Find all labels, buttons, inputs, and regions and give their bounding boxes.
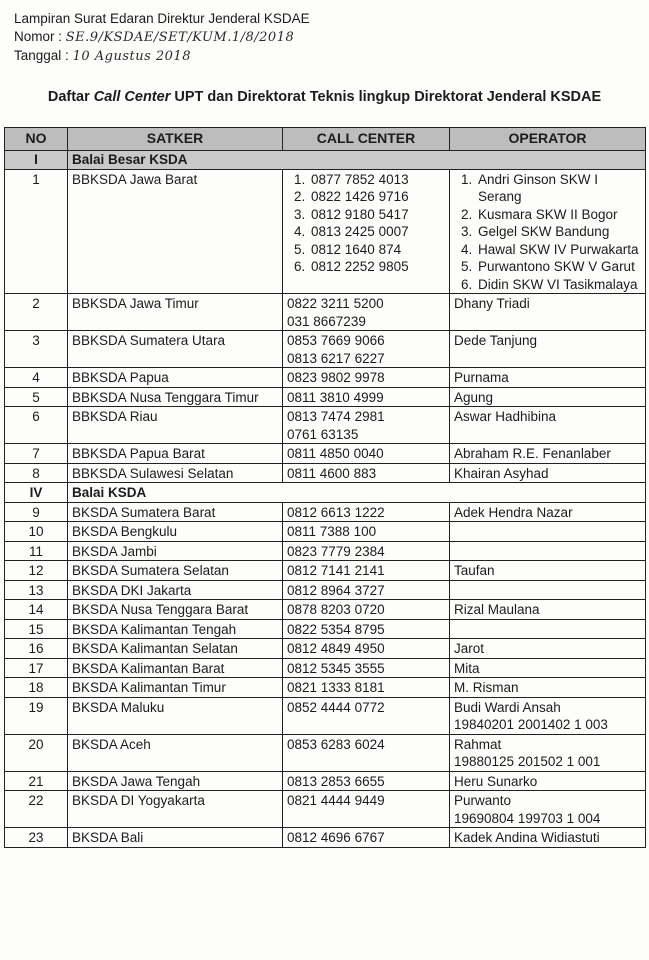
section-name: Balai KSDA bbox=[68, 483, 646, 503]
row-satker: BBKSDA Papua bbox=[68, 368, 283, 388]
row-satker: BKSDA Sumatera Selatan bbox=[68, 561, 283, 581]
row-call-center bbox=[283, 771, 450, 791]
phone-number: 0813 7474 2981 bbox=[287, 409, 385, 424]
operator-name: Rizal Maulana bbox=[454, 602, 540, 617]
row-operator bbox=[450, 169, 646, 294]
section-no: I bbox=[5, 151, 68, 170]
operator-name: Dhany Triadi bbox=[454, 296, 530, 311]
operator-name: Purnama bbox=[454, 370, 509, 385]
row-call-center bbox=[283, 791, 450, 828]
phone-number: 0811 4600 883 bbox=[287, 465, 377, 481]
phone-number: 0811 3810 4999 bbox=[287, 389, 384, 405]
table-row bbox=[5, 658, 646, 678]
operator-name: 3. Gelgel SKW Bandung bbox=[476, 223, 641, 241]
operator-name: 5. Purwantono SKW V Garut bbox=[476, 258, 641, 276]
row-operator bbox=[450, 522, 646, 542]
phone-number: 031 8667239 bbox=[287, 313, 366, 329]
section-row bbox=[5, 151, 646, 170]
nomor-label: Nomor : bbox=[14, 29, 63, 44]
operator-name: Jarot bbox=[454, 641, 485, 656]
table-row bbox=[5, 828, 646, 848]
row-operator bbox=[450, 600, 646, 620]
row-operator bbox=[450, 444, 646, 464]
row-no: 15 bbox=[5, 619, 68, 639]
tanggal-line bbox=[14, 47, 310, 66]
row-satker: BKSDA Nusa Tenggara Barat bbox=[68, 600, 283, 620]
phone-number: 0822 5354 8795 bbox=[287, 621, 385, 637]
row-call-center bbox=[283, 619, 450, 639]
table-row bbox=[5, 331, 646, 368]
phone-number: 0821 4444 9449 bbox=[287, 793, 385, 808]
operator-name: Rahmat bbox=[454, 736, 502, 752]
operator-name: Dede Tanjung bbox=[454, 333, 538, 348]
table-row bbox=[5, 387, 646, 407]
row-operator bbox=[450, 368, 646, 388]
title-post: UPT dan Direktorat Teknis lingkup Direktorat Jenderal KSDAE bbox=[170, 89, 602, 105]
row-operator bbox=[450, 791, 646, 828]
row-satker: BKSDA DKI Jakarta bbox=[68, 580, 283, 600]
operator-name: Agung bbox=[454, 389, 494, 405]
row-no: 21 bbox=[5, 771, 68, 791]
row-no: 11 bbox=[5, 541, 68, 561]
row-satker: BBKSDA Riau bbox=[68, 407, 283, 444]
row-call-center bbox=[283, 407, 450, 444]
phone-number: 6. 0812 2252 9805 bbox=[309, 258, 445, 276]
row-satker: BKSDA Bali bbox=[68, 828, 283, 848]
row-operator bbox=[450, 502, 646, 522]
phone-number: 0813 2853 6655 bbox=[287, 773, 385, 789]
phone-number: 3. 0812 9180 5417 bbox=[309, 206, 445, 224]
table-row bbox=[5, 169, 646, 294]
table-row bbox=[5, 639, 646, 659]
table-row bbox=[5, 463, 646, 483]
col-call-center: CALL CENTER bbox=[283, 128, 450, 151]
operator-name: 1. Andri Ginson SKW I Serang bbox=[476, 171, 641, 206]
phone-number: 0853 7669 9066 bbox=[287, 333, 385, 348]
phone-number: 0813 6217 6227 bbox=[287, 350, 385, 366]
row-call-center bbox=[283, 580, 450, 600]
col-satker: SATKER bbox=[68, 128, 283, 151]
tanggal-value: 10 Agustus 2018 bbox=[72, 49, 191, 64]
row-no: 23 bbox=[5, 828, 68, 848]
table-row bbox=[5, 294, 646, 331]
operator-name: Purwanto bbox=[454, 793, 512, 808]
operator-name: Abraham R.E. Fenanlaber bbox=[454, 446, 611, 461]
row-operator bbox=[450, 639, 646, 659]
section-no: IV bbox=[5, 483, 68, 503]
row-no: 10 bbox=[5, 522, 68, 542]
row-call-center bbox=[283, 169, 450, 294]
row-call-center bbox=[283, 502, 450, 522]
section-row bbox=[5, 483, 646, 503]
phone-number: 0761 63135 bbox=[287, 426, 359, 442]
operator-name: Budi Wardi Ansah bbox=[454, 699, 561, 715]
row-no: 16 bbox=[5, 639, 68, 659]
row-operator bbox=[450, 658, 646, 678]
row-operator bbox=[450, 541, 646, 561]
row-call-center bbox=[283, 658, 450, 678]
phone-number: 0812 4696 6767 bbox=[287, 830, 385, 845]
phone-number: 0812 8964 3727 bbox=[287, 582, 385, 598]
phone-number: 0811 7388 100 bbox=[287, 524, 377, 539]
operator-name: Heru Sunarko bbox=[454, 773, 538, 789]
row-operator bbox=[450, 734, 646, 771]
phone-number: 0822 3211 5200 bbox=[287, 296, 384, 311]
operator-name: Taufan bbox=[454, 563, 495, 578]
row-call-center bbox=[283, 463, 450, 483]
row-call-center bbox=[283, 600, 450, 620]
operator-name: Aswar Hadhibina bbox=[454, 409, 557, 424]
table-body bbox=[5, 151, 646, 848]
col-no: NO bbox=[5, 128, 68, 151]
tanggal-label: Tanggal : bbox=[14, 48, 69, 63]
phone-number: 4. 0813 2425 0007 bbox=[309, 223, 445, 241]
row-no: 8 bbox=[5, 463, 68, 483]
phone-number: 0811 4850 0040 bbox=[287, 446, 384, 461]
table-row bbox=[5, 561, 646, 581]
row-call-center bbox=[283, 331, 450, 368]
phone-number: 0878 8203 0720 bbox=[287, 602, 385, 617]
operator-name: M. Risman bbox=[454, 680, 519, 695]
row-no: 4 bbox=[5, 368, 68, 388]
row-satker: BBKSDA Sumatera Utara bbox=[68, 331, 283, 368]
phone-number: 0812 4849 4950 bbox=[287, 641, 385, 656]
row-satker: BKSDA Jawa Tengah bbox=[68, 771, 283, 791]
title-italic: Call Center bbox=[93, 89, 171, 105]
nomor-value: SE.9/KSDAE/SET/KUM.1/8/2018 bbox=[65, 30, 295, 45]
row-no: 14 bbox=[5, 600, 68, 620]
row-call-center bbox=[283, 678, 450, 698]
row-call-center bbox=[283, 697, 450, 734]
phone-number: 5. 0812 1640 874 bbox=[309, 241, 445, 259]
row-satker: BKSDA Kalimantan Barat bbox=[68, 658, 283, 678]
row-no: 12 bbox=[5, 561, 68, 581]
row-call-center bbox=[283, 828, 450, 848]
table-row bbox=[5, 502, 646, 522]
row-no: 19 bbox=[5, 697, 68, 734]
table-row bbox=[5, 619, 646, 639]
row-satker: BKSDA Maluku bbox=[68, 697, 283, 734]
phone-number: 0823 9802 9978 bbox=[287, 370, 385, 385]
row-operator bbox=[450, 697, 646, 734]
phone-number: 2. 0822 1426 9716 bbox=[309, 188, 445, 206]
table-row bbox=[5, 368, 646, 388]
row-satker: BKSDA Sumatera Barat bbox=[68, 502, 283, 522]
row-satker: BKSDA DI Yogyakarta bbox=[68, 791, 283, 828]
section-name: Balai Besar KSDA bbox=[68, 151, 646, 170]
row-call-center bbox=[283, 368, 450, 388]
operator-name: Kadek Andina Widiastuti bbox=[454, 830, 600, 845]
phone-number: 0812 6613 1222 bbox=[287, 504, 385, 520]
table-row bbox=[5, 444, 646, 464]
row-call-center bbox=[283, 387, 450, 407]
row-satker: BKSDA Bengkulu bbox=[68, 522, 283, 542]
row-operator bbox=[450, 463, 646, 483]
table-header-row bbox=[5, 128, 646, 151]
row-no: 1 bbox=[5, 169, 68, 294]
phone-list bbox=[287, 171, 445, 276]
table-row bbox=[5, 580, 646, 600]
row-satker: BBKSDA Jawa Barat bbox=[68, 169, 283, 294]
table-row bbox=[5, 407, 646, 444]
row-call-center bbox=[283, 561, 450, 581]
operator-list bbox=[454, 171, 641, 294]
row-call-center bbox=[283, 444, 450, 464]
document-title bbox=[0, 89, 649, 105]
operator-id: 19840201 2001402 1 003 bbox=[454, 717, 608, 732]
row-no: 13 bbox=[5, 580, 68, 600]
call-center-table bbox=[4, 127, 646, 848]
phone-number: 0812 5345 3555 bbox=[287, 660, 385, 676]
row-satker: BBKSDA Sulawesi Selatan bbox=[68, 463, 283, 483]
phone-number: 0853 6283 6024 bbox=[287, 736, 385, 752]
row-no: 3 bbox=[5, 331, 68, 368]
phone-number: 0812 7141 2141 bbox=[287, 563, 385, 578]
row-operator bbox=[450, 828, 646, 848]
row-operator bbox=[450, 561, 646, 581]
row-no: 22 bbox=[5, 791, 68, 828]
table-row bbox=[5, 697, 646, 734]
row-no: 9 bbox=[5, 502, 68, 522]
row-satker: BKSDA Jambi bbox=[68, 541, 283, 561]
row-satker: BKSDA Aceh bbox=[68, 734, 283, 771]
row-call-center bbox=[283, 294, 450, 331]
table-row bbox=[5, 771, 646, 791]
operator-name: Mita bbox=[454, 660, 480, 676]
row-operator bbox=[450, 678, 646, 698]
row-no: 5 bbox=[5, 387, 68, 407]
row-operator bbox=[450, 407, 646, 444]
row-no: 17 bbox=[5, 658, 68, 678]
table-row bbox=[5, 678, 646, 698]
row-call-center bbox=[283, 734, 450, 771]
operator-id: 19690804 199703 1 004 bbox=[454, 810, 601, 826]
row-no: 20 bbox=[5, 734, 68, 771]
table-row bbox=[5, 734, 646, 771]
operator-name: Adek Hendra Nazar bbox=[454, 504, 573, 520]
row-satker: BBKSDA Jawa Timur bbox=[68, 294, 283, 331]
operator-name: 6. Didin SKW VI Tasikmalaya bbox=[476, 276, 641, 294]
operator-name: 4. Hawal SKW IV Purwakarta bbox=[476, 241, 641, 259]
row-no: 6 bbox=[5, 407, 68, 444]
col-operator: OPERATOR bbox=[450, 128, 646, 151]
row-operator bbox=[450, 294, 646, 331]
operator-id: 19880125 201502 1 001 bbox=[454, 754, 601, 769]
title-pre: Daftar bbox=[47, 89, 94, 105]
row-satker: BKSDA Kalimantan Selatan bbox=[68, 639, 283, 659]
phone-number: 1. 0877 7852 4013 bbox=[309, 171, 445, 189]
row-call-center bbox=[283, 541, 450, 561]
row-satker: BBKSDA Papua Barat bbox=[68, 444, 283, 464]
row-operator bbox=[450, 331, 646, 368]
operator-name: Khairan Asyhad bbox=[454, 465, 549, 481]
nomor-line bbox=[14, 28, 310, 47]
table-row bbox=[5, 600, 646, 620]
row-operator bbox=[450, 619, 646, 639]
document-header bbox=[14, 10, 310, 66]
attachment-line: Lampiran Surat Edaran Direktur Jenderal KSDAE bbox=[14, 11, 310, 26]
row-no: 7 bbox=[5, 444, 68, 464]
row-call-center bbox=[283, 522, 450, 542]
row-satker: BKSDA Kalimantan Tengah bbox=[68, 619, 283, 639]
phone-number: 0852 4444 0772 bbox=[287, 699, 385, 715]
row-operator bbox=[450, 580, 646, 600]
table-row bbox=[5, 791, 646, 828]
row-operator bbox=[450, 771, 646, 791]
row-no: 18 bbox=[5, 678, 68, 698]
table-row bbox=[5, 541, 646, 561]
row-operator bbox=[450, 387, 646, 407]
row-satker: BKSDA Kalimantan Timur bbox=[68, 678, 283, 698]
operator-name: 2. Kusmara SKW II Bogor bbox=[476, 206, 641, 224]
table-row bbox=[5, 522, 646, 542]
row-call-center bbox=[283, 639, 450, 659]
row-no: 2 bbox=[5, 294, 68, 331]
phone-number: 0821 1333 8181 bbox=[287, 680, 385, 695]
row-satker: BBKSDA Nusa Tenggara Timur bbox=[68, 387, 283, 407]
phone-number: 0823 7779 2384 bbox=[287, 543, 385, 559]
